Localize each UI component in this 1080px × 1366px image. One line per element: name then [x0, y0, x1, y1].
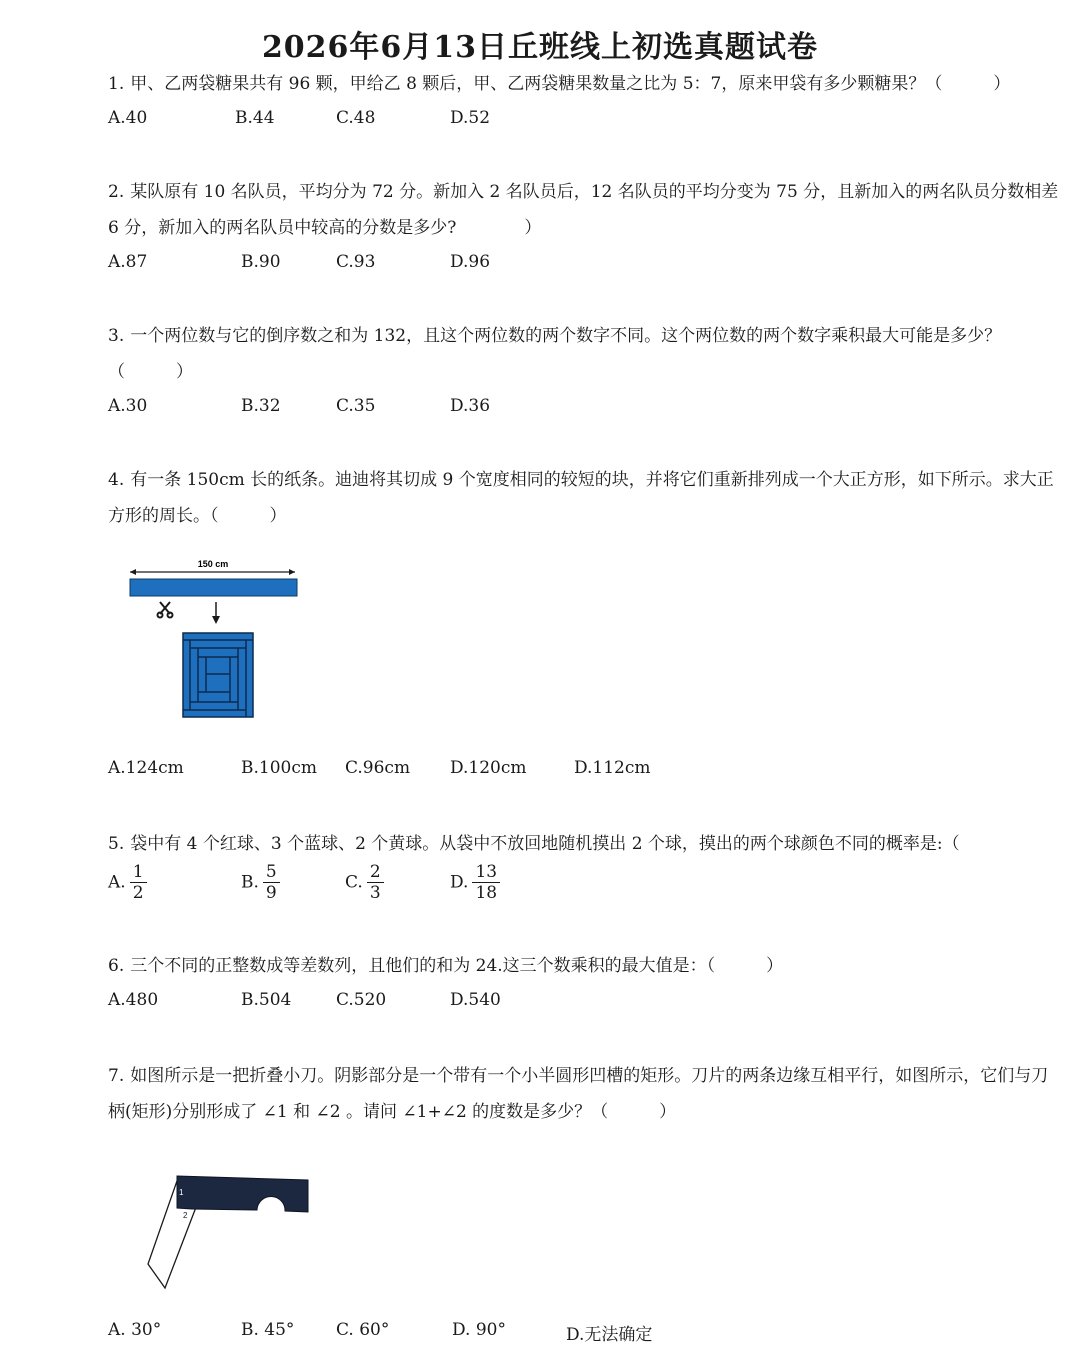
question-4: 4. 有一条 150cm 长的纸条。迪迪将其切成 9 个宽度相同的较短的块，并将它们重新排列成一个大正方形，如下所示。求大正方形的周长。（ ）	[108, 470, 1054, 526]
option-6d[interactable]: D.540	[450, 990, 501, 1010]
fraction: $\frac{13}{18}$	[472, 862, 500, 903]
option-4b[interactable]: B.100cm	[241, 758, 317, 778]
angle-2-label: 2	[183, 1211, 188, 1220]
strip-length-label: 150 cm	[197, 559, 229, 569]
question-4-options	[108, 758, 1068, 788]
paper-strip	[130, 579, 297, 596]
option-6c[interactable]: C.520	[336, 990, 387, 1010]
option-4e[interactable]: D.112cm	[574, 758, 651, 778]
option-5a[interactable]: A. $\frac{1}{2}$	[108, 862, 147, 903]
question-1-text: 甲、乙两袋糖果共有 96 颗，甲给乙 8 颗后，甲、乙两袋糖果数量之比为 5：7，原来甲袋有多少颗糖果？（ ）	[130, 74, 1011, 94]
option-4a[interactable]: A.124cm	[108, 758, 184, 778]
option-2d[interactable]: D.96	[450, 252, 491, 272]
option-1b[interactable]: B.44	[235, 108, 275, 128]
question-3-options	[108, 396, 1068, 426]
question-4-text: 有一条 150cm 长的纸条。迪迪将其切成 9 个宽度相同的较短的块，并将它们重新排列成一个大正方形，如下所示。求大正方形的周长。（ ）	[108, 470, 1054, 526]
option-1c[interactable]: C.48	[336, 108, 376, 128]
fraction: $\frac{5}{9}$	[263, 862, 280, 903]
option-7e[interactable]: D.无法确定	[566, 1325, 653, 1345]
option-3c[interactable]: C.35	[336, 396, 376, 416]
option-7a[interactable]: A. 30°	[108, 1320, 162, 1340]
fraction: $\frac{1}{2}$	[130, 862, 147, 903]
question-5: 5. 袋中有 4 个红球、3 个蓝球、2 个黄球。从袋中不放回地随机摸出 2 个球，摸出的两个球颜色不同的概率是:（	[108, 834, 960, 854]
option-4d[interactable]: D.120cm	[450, 758, 527, 778]
option-6a[interactable]: A.480	[108, 990, 159, 1010]
angle-1-label: 1	[179, 1188, 184, 1197]
question-1-options	[108, 108, 1068, 138]
arrow-down-icon	[212, 602, 220, 624]
question-6-options	[108, 990, 1068, 1020]
option-2c[interactable]: C.93	[336, 252, 376, 272]
option-7c[interactable]: C. 60°	[336, 1320, 390, 1340]
fraction: $\frac{2}{3}$	[367, 862, 384, 903]
question-6-text: 三个不同的正整数成等差数列，且他们的和为 24.这三个数乘积的最大值是：（ ）	[130, 956, 784, 976]
option-3a[interactable]: A.30	[108, 396, 148, 416]
strip-figure	[120, 552, 310, 727]
option-3d[interactable]: D.36	[450, 396, 491, 416]
question-5-options	[108, 862, 1068, 914]
option-6b[interactable]: B.504	[241, 990, 292, 1010]
option-3b[interactable]: B.32	[241, 396, 281, 416]
option-5d[interactable]: D. $\frac{13}{18}$	[450, 862, 500, 903]
question-3: 3. 一个两位数与它的倒序数之和为 132，且这个两位数的两个数字不同。这个两位数的两个数字乘积最大可能是多少？（ ）	[108, 326, 1002, 382]
question-3-text: 一个两位数与它的倒序数之和为 132，且这个两位数的两个数字不同。这个两位数的两个数字乘积最大可能是多少？（ ）	[108, 326, 1002, 382]
question-1: 1. 甲、乙两袋糖果共有 96 颗，甲给乙 8 颗后，甲、乙两袋糖果数量之比为 5：7，原来甲袋有多少颗糖果？（ ）	[108, 74, 1011, 94]
question-6: 6. 三个不同的正整数成等差数列，且他们的和为 24.这三个数乘积的最大值是：（ ）	[108, 956, 784, 976]
question-2: 2. 某队原有 10 名队员，平均分为 72 分。新加入 2 名队员后，12 名队员的平均分变为 75 分，且新加入的两名队员分数相差 6 分，新加入的两名队员中较高的分数是多少? ）	[108, 182, 1059, 238]
question-7-text: 如图所示是一把折叠小刀。阴影部分是一个带有一个小半圆形凹槽的矩形。刀片的两条边缘互相平行，如图所示，它们与刀柄(矩形)分别形成了 ∠1 和 ∠2 。请问 ∠1+∠2 的度数是多少？（ ）	[108, 1066, 1049, 1122]
scissors-icon	[158, 602, 173, 618]
question-2-text: 某队原有 10 名队员，平均分为 72 分。新加入 2 名队员后，12 名队员的平均分变为 75 分，且新加入的两名队员分数相差 6 分，新加入的两名队员中较高的分数是多少? ）	[108, 182, 1059, 238]
knife-figure	[140, 1168, 320, 1293]
option-4c[interactable]: C.96cm	[345, 758, 411, 778]
question-2-options	[108, 252, 1068, 282]
question-5-text: 袋中有 4 个红球、3 个蓝球、2 个黄球。从袋中不放回地随机摸出 2 个球，摸出的两个球颜色不同的概率是:（	[130, 834, 960, 854]
question-7: 7. 如图所示是一把折叠小刀。阴影部分是一个带有一个小半圆形凹槽的矩形。刀片的两条边缘互相平行，如图所示，它们与刀柄(矩形)分别形成了 ∠1 和 ∠2 。请问 ∠1+∠2 的度数是多少？（ ）	[108, 1066, 1049, 1122]
option-1a[interactable]: A.40	[108, 108, 148, 128]
option-7d[interactable]: D. 90°	[452, 1320, 506, 1340]
option-2a[interactable]: A.87	[108, 252, 148, 272]
option-5b[interactable]: B. $\frac{5}{9}$	[241, 862, 280, 903]
knife-handle	[177, 1176, 308, 1212]
page-title: 2026年6月13日丘班线上初选真题试卷	[261, 30, 819, 65]
question-7-options	[108, 1320, 1068, 1350]
option-5c[interactable]: C. $\frac{2}{3}$	[345, 862, 384, 903]
assembled-square	[183, 633, 253, 717]
option-2b[interactable]: B.90	[241, 252, 281, 272]
option-7b[interactable]: B. 45°	[241, 1320, 295, 1340]
option-1d[interactable]: D.52	[450, 108, 491, 128]
